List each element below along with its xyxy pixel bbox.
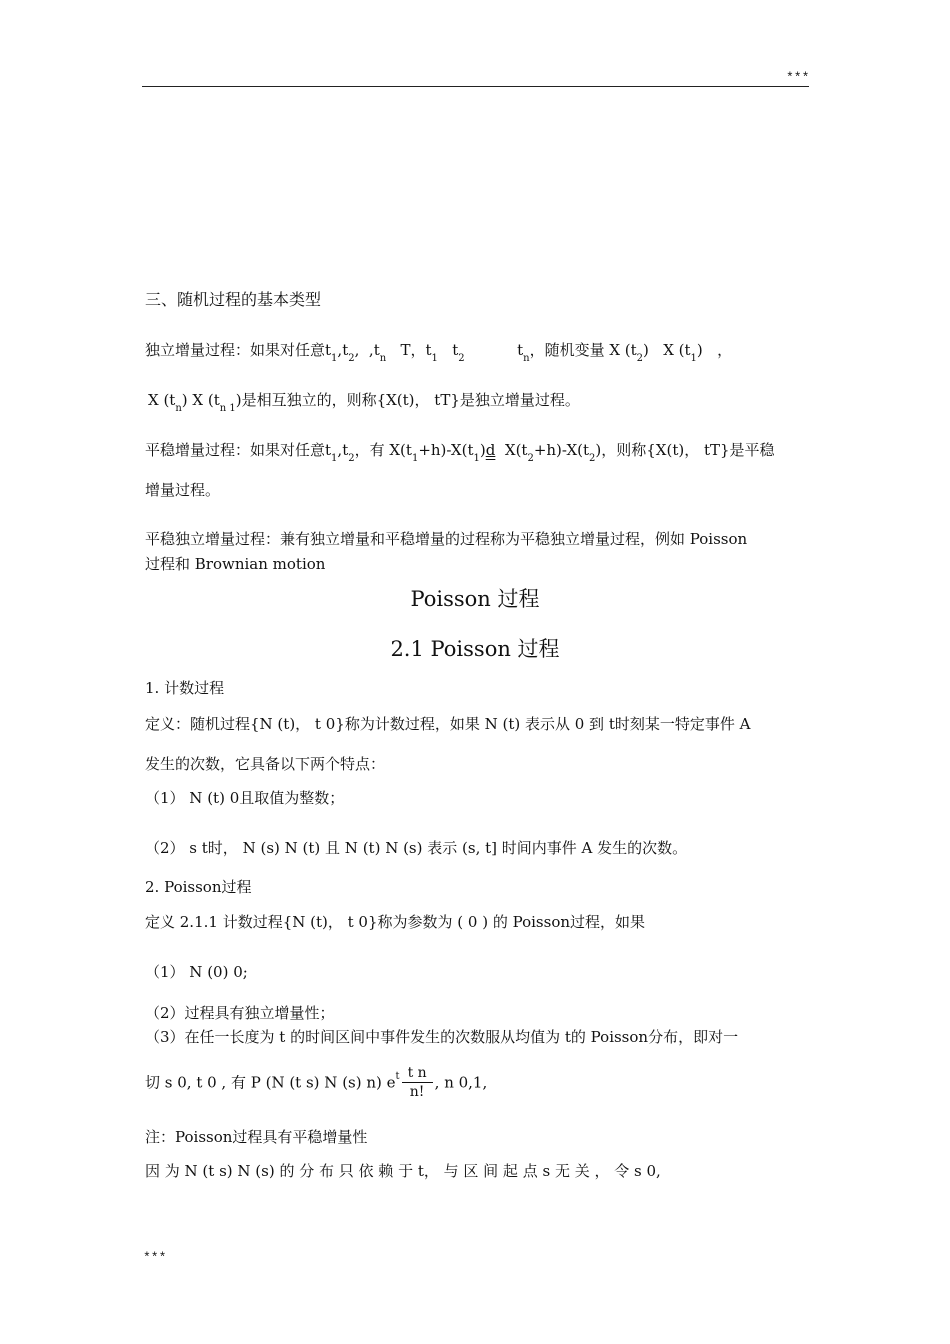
var-t: t: [342, 341, 349, 359]
var-t: t: [452, 341, 459, 359]
stationary-increment-definition: 平稳增量过程：如果对任意$t_1,t_2$，有 $X(t_1+h)-X(t_1)d$ $X(t_2+h)-X(t_2)$，则称{X(t)， tT}是平稳: [145, 441, 775, 464]
var-t: t: [342, 441, 349, 459]
section-heading: 三、随机过程的基本类型: [145, 290, 322, 309]
counting-heading: 1. 计数过程: [145, 679, 225, 697]
footer-mark: ***: [143, 1250, 167, 1265]
sub-1: 1: [431, 353, 438, 364]
sub-2: 2: [527, 453, 534, 464]
stat-def-c: +h)-X(t: [418, 441, 474, 459]
sub-1: 1: [473, 453, 480, 464]
counting-definition-line1: 定义：随机过程{N (t)， t 0}称为计数过程，如果 N (t) 表示从 0 到 t时刻某一特定事件 A: [145, 715, 751, 733]
sub-2: 2: [458, 353, 465, 364]
fraction: [402, 1064, 433, 1101]
x-tn1: ) X (t: [181, 391, 220, 409]
stat-def-e: X(t: [504, 441, 528, 459]
x-tn: X (t: [148, 391, 176, 409]
formula-lhs: 切 s 0, t 0 , 有 P (N (t s) N (s) n) e: [145, 1073, 396, 1092]
stat-def-f: +h)-X(t: [533, 441, 590, 459]
var-t: t: [517, 341, 524, 359]
section-title: 2.1 Poisson 过程: [390, 637, 560, 661]
header-rule: [142, 86, 809, 87]
poisson-item-2: （2）过程具有独立增量性；: [145, 1004, 335, 1022]
stationary-independent-line2: 过程和 Brownian motion: [145, 555, 326, 573]
sub-2: 2: [589, 453, 596, 464]
indep-mid: T，t: [400, 341, 432, 359]
sub-1: 1: [331, 353, 338, 364]
counting-item-2: （2） s t时， N (s) N (t) 且 N (t) N (s) 表示 (s, t] 时间内事件 A 发生的次数。: [145, 839, 688, 857]
sub-n: n: [379, 353, 387, 364]
poisson-distribution-formula: [145, 1064, 487, 1101]
header-mark: ***: [786, 70, 810, 85]
sub-2: 2: [636, 353, 644, 364]
counting-definition-line2: 发生的次数，它具备以下两个特点：: [145, 755, 386, 773]
stationary-independent-line1: 平稳独立增量过程：兼有独立增量和平稳增量的过程称为平稳独立增量过程，例如 Poisson: [145, 530, 748, 548]
stat-def-label: 平稳增量过程：如果对任意: [145, 441, 326, 459]
counting-item-1: （1） N (t) 0且取值为整数；: [145, 789, 345, 807]
var-t: t: [373, 341, 380, 359]
poisson-item-3: （3）在任一长度为 t 的时间区间中事件发生的次数服从均值为 t的 Poisson分布，即对一: [145, 1028, 739, 1046]
note-line: 注：Poisson过程具有平稳增量性: [145, 1128, 368, 1146]
poisson-heading: 2. Poisson过程: [145, 878, 252, 896]
fraction-denominator: n!: [409, 1084, 425, 1100]
sub-1: 1: [690, 353, 697, 364]
sub-n: n: [175, 403, 182, 414]
fraction-numerator: t n: [402, 1064, 433, 1083]
x-t1: X (t: [663, 341, 691, 359]
indep-tail: ，随机变量 X (t: [529, 341, 637, 359]
indep-def-label: 独立增量过程：如果对任意: [145, 341, 326, 359]
sub-1: 1: [331, 453, 338, 464]
poisson-item-1: （1） N (0) 0;: [145, 963, 248, 981]
sub-n: n: [523, 353, 530, 364]
reason-line: 因 为 N (t s) N (s) 的 分 布 只 依 赖 于 t， 与 区 间 起 点 s 无 关 ， 令 s 0,: [145, 1162, 661, 1180]
stat-def-g: )，则称{X(t)， tT}是平稳: [595, 441, 775, 459]
indep-increment-definition-line2: [148, 390, 580, 413]
sub-2: 2: [348, 353, 355, 364]
indep-increment-definition: 独立增量过程：如果对任意$t_1,t_2$, $,t_n$ T，$t_1$ $t_2$ $t_n$，随机变量 X $(t_2)$ X $(t_1)$ ，: [145, 341, 733, 364]
exponent: t: [395, 1070, 400, 1082]
var-t: t: [325, 341, 332, 359]
comma: ，: [717, 341, 733, 359]
sub-n1: n 1: [219, 403, 236, 414]
equal-in-distribution: d: [485, 441, 496, 459]
indep-conclusion: )是相互独立的，则称{X(t)， tT}是独立增量过程。: [235, 391, 580, 409]
sub-2: 2: [348, 453, 355, 464]
stat-def-b: ，有 X(t: [354, 441, 412, 459]
stationary-increment-definition-line2: 增量过程。: [145, 481, 221, 499]
paren-close: ): [643, 341, 649, 359]
var-t: t: [325, 441, 332, 459]
sub-1: 1: [411, 453, 419, 464]
chapter-title: Poisson 过程: [410, 587, 540, 611]
poisson-definition: 定义 2.1.1 计数过程{N (t)， t 0}称为参数为 ( 0 ) 的 Poisson过程，如果: [145, 913, 646, 931]
formula-tail: , n 0,1,: [434, 1073, 488, 1092]
paren-close: ): [696, 341, 703, 359]
